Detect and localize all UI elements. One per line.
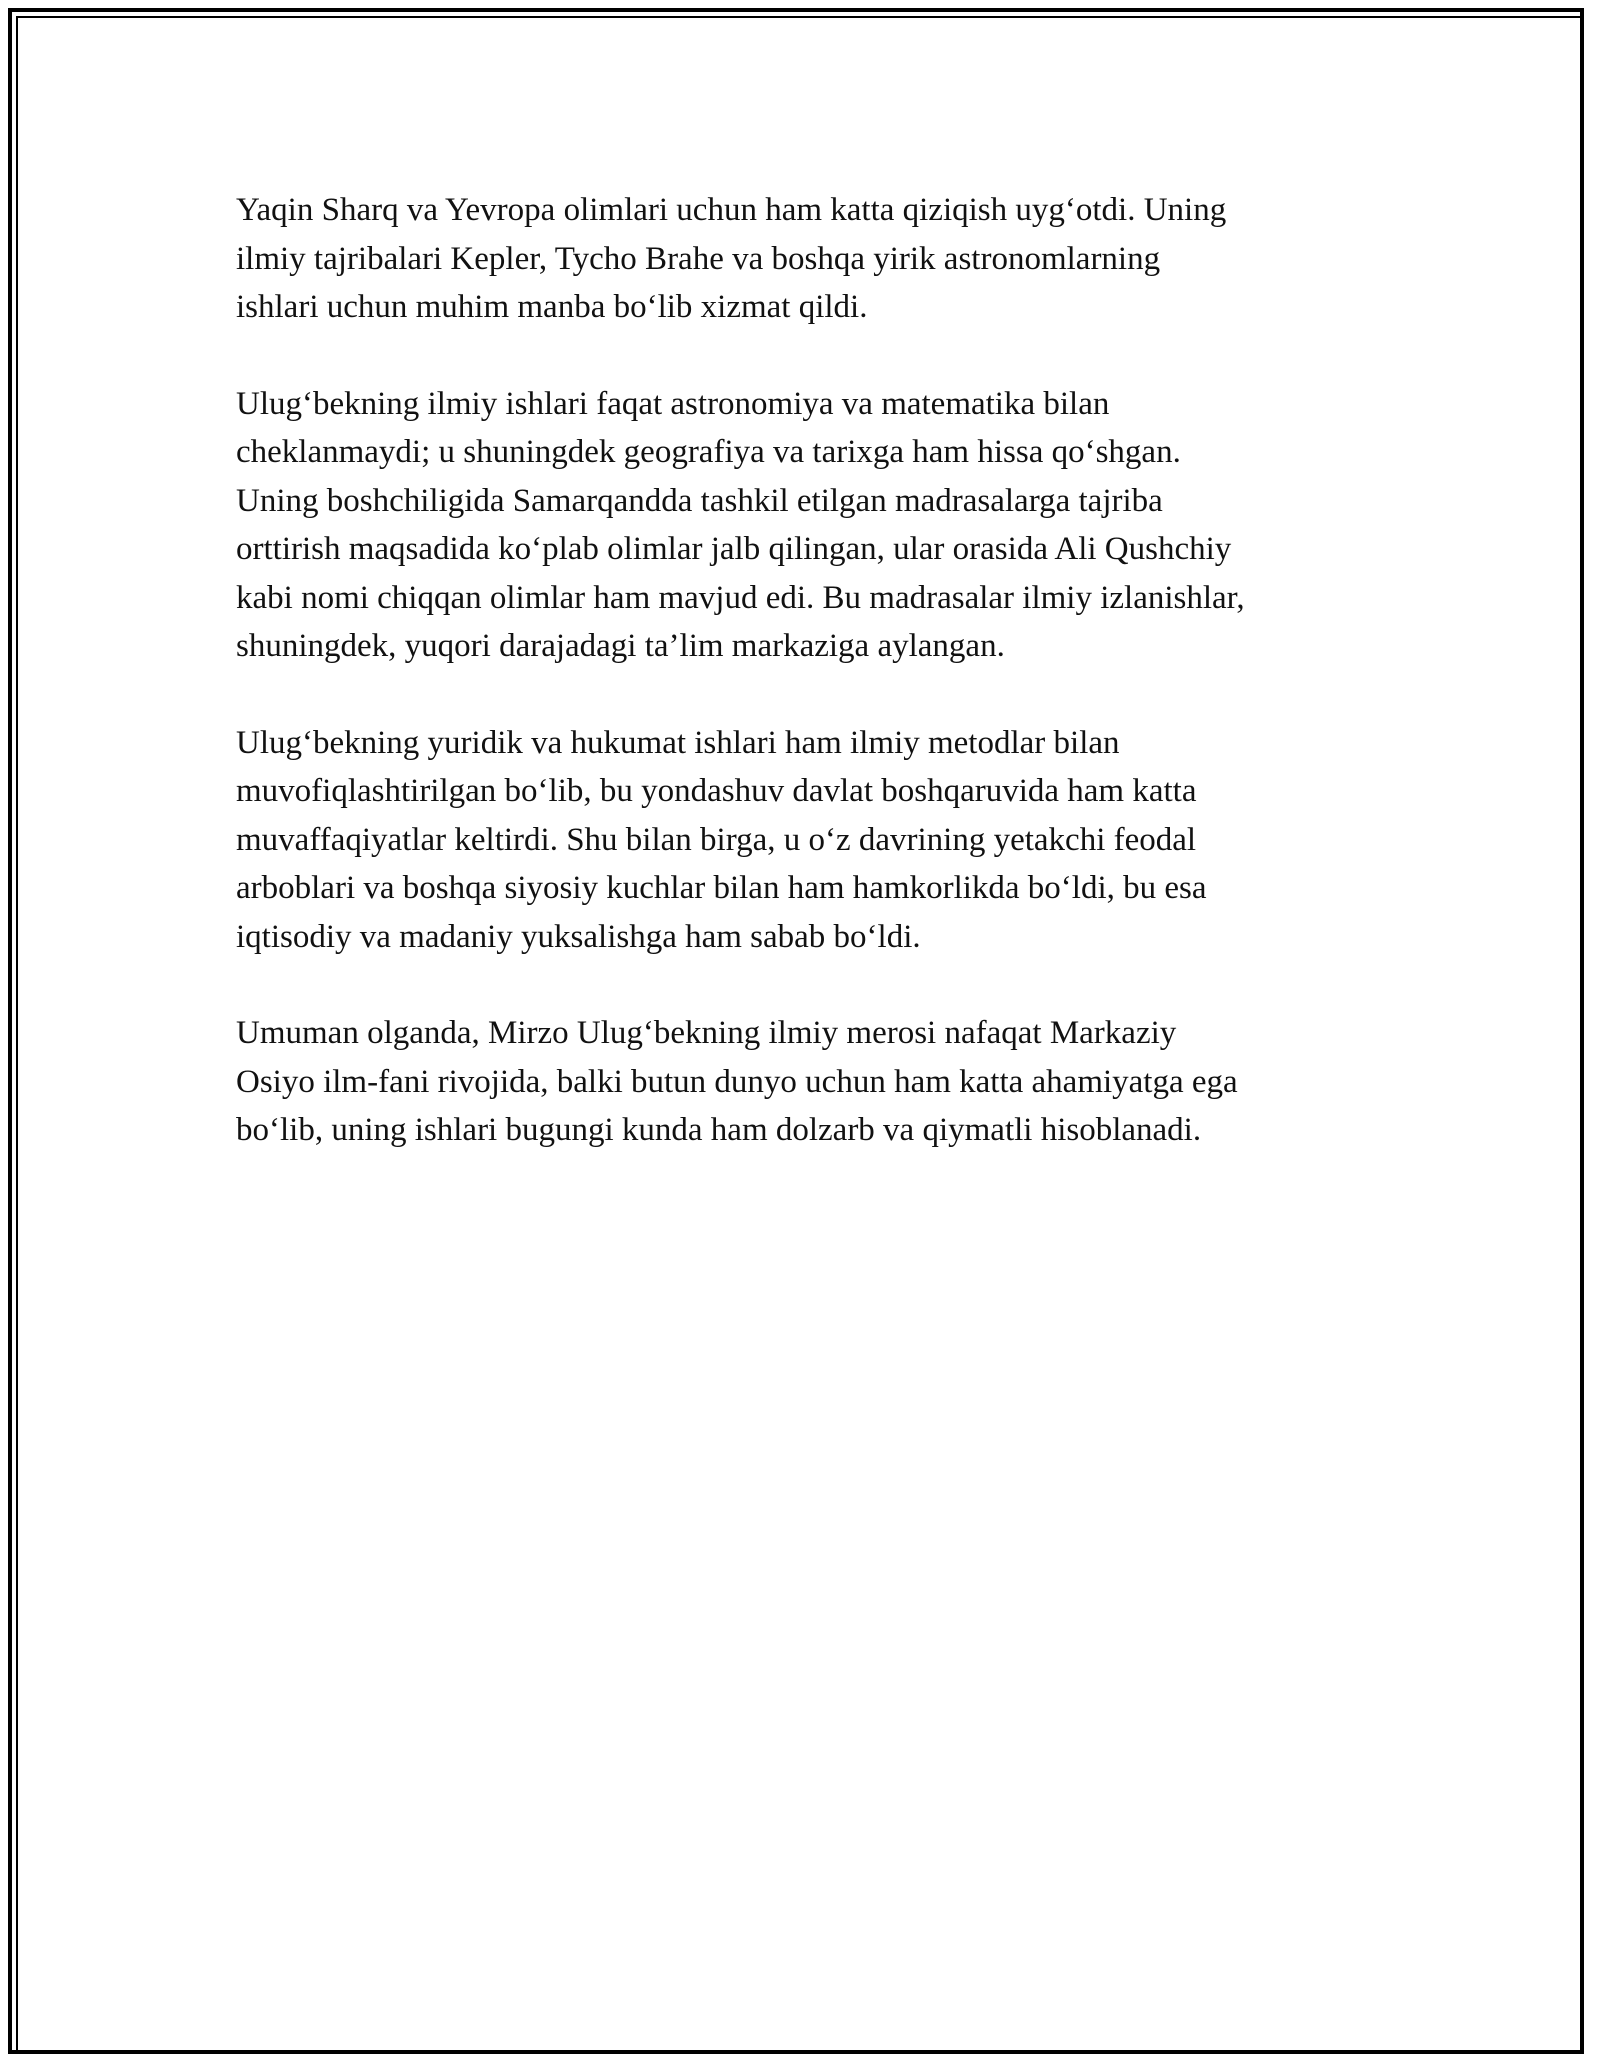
text-line: iqtisodiy va madaniy yuksalishga ham sabab bo‘ldi.: [236, 918, 921, 955]
document-body: [236, 186, 1366, 1203]
text-line: Ulug‘bekning ilmiy ishlari faqat astronomiya va matematika bilan: [236, 385, 1110, 422]
text-line: ishlari uchun muhim manba bo‘lib xizmat qildi.: [236, 289, 868, 325]
text-line: kabi nomi chiqqan olimlar ham mavjud edi. Bu madrasalar ilmiy izlanishlar,: [236, 579, 1245, 616]
text-line: Yaqin Sharq va Yevropa olimlari uchun ham katta qiziqish uyg‘otdi. Uning: [236, 192, 1227, 228]
text-line: arboblari va boshqa siyosiy kuchlar bilan ham hamkorlikda bo‘ldi, bu esa: [236, 870, 1207, 906]
text-line: cheklanmaydi; u shuningdek geografiya va tarixga ham hissa qo‘shgan.: [236, 434, 1181, 470]
text-line: muvofiqlashtirilgan bo‘lib, bu yondashuv davlat boshqaruvida ham katta: [236, 773, 1197, 809]
paragraph-1: [236, 186, 1366, 332]
text-line: shuningdek, yuqori darajadagi ta’lim markaziga aylangan.: [236, 628, 1005, 664]
text-line: orttirish maqsadida ko‘plab olimlar jalb qilingan, ular orasida Ali Qushchiy: [236, 531, 1232, 567]
text-line: muvaffaqiyatlar keltirdi. Shu bilan birga, u o‘z davrining yetakchi feodal: [236, 821, 1197, 858]
text-line: Uning boshchiligida Samarqandda tashkil etilgan madrasalarga tajriba: [236, 482, 1163, 519]
text-line: ilmiy tajribalari Kepler, Tycho Brahe va boshqa yirik astronomlarning: [236, 240, 1161, 277]
text-line: Umuman olganda, Mirzo Ulug‘bekning ilmiy merosi nafaqat Markaziy: [236, 1015, 1177, 1051]
text-line: Osiyo ilm-fani rivojida, balki butun dunyo uchun ham katta ahamiyatga ega: [236, 1063, 1238, 1100]
paragraph-4: [236, 1009, 1366, 1155]
text-line: bo‘lib, uning ishlari bugungi kunda ham dolzarb va qiymatli hisoblanadi.: [236, 1112, 1202, 1148]
paragraph-2: [236, 380, 1366, 671]
text-line: Ulug‘bekning yuridik va hukumat ishlari ham ilmiy metodlar bilan: [236, 724, 1120, 761]
paragraph-3: [236, 719, 1366, 962]
